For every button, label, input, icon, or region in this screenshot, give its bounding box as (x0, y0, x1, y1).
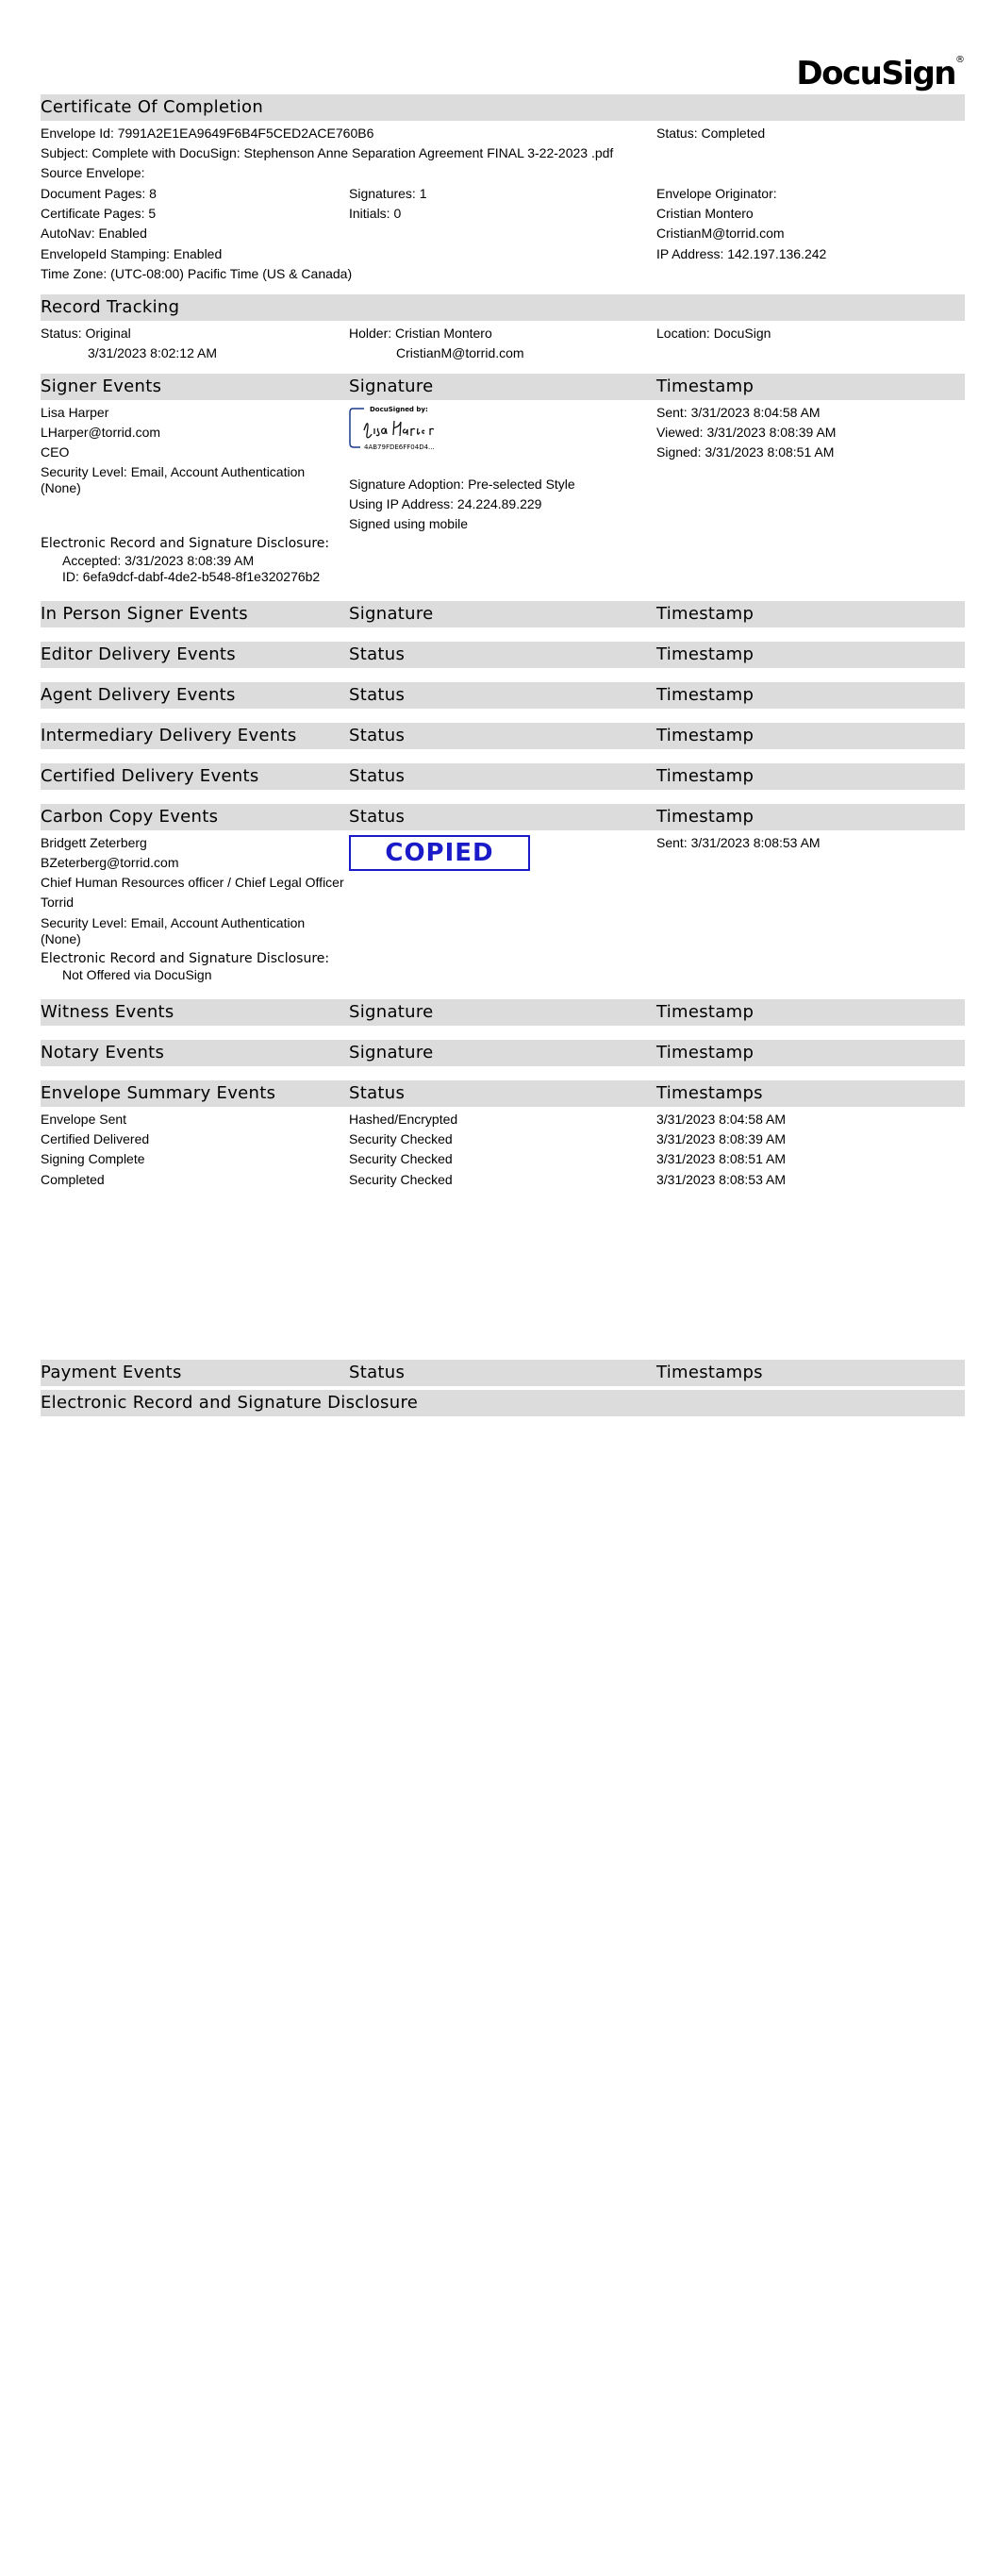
signer-name: Lisa Harper (41, 405, 109, 420)
originator-label: Envelope Originator: (656, 186, 777, 201)
originator-email: CristianM@torrid.com (656, 226, 785, 241)
signer-events-header: Signer Events Signature Timestamp (41, 374, 965, 400)
signer-title: CEO (41, 444, 70, 460)
envelope-summary-header: Envelope Summary Events Status Timestamps (41, 1080, 965, 1107)
cc-sent: Sent: 3/31/2023 8:08:53 AM (656, 835, 821, 850)
summary-row-status: Hashed/Encrypted (349, 1112, 458, 1127)
cc-title: Chief Human Resources officer / Chief Legal Officer (41, 875, 344, 890)
signer-ip: Using IP Address: 24.224.89.229 (349, 496, 542, 511)
disclosure-header: Electronic Record and Signature Disclosure (41, 1390, 965, 1416)
cc-disclosure-label: Electronic Record and Signature Disclosure: (41, 951, 330, 966)
originator-ip: IP Address: 142.197.136.242 (656, 246, 827, 261)
notary-events-header: Notary Events Signature Timestamp (41, 1040, 965, 1066)
signature-adoption: Signature Adoption: Pre-selected Style (349, 477, 575, 492)
certified-delivery-header: Certified Delivery Events Status Timestamp (41, 763, 965, 790)
signatures-count: Signatures: 1 (349, 186, 427, 201)
signer-disclosure-id: ID: 6efa9dcf-dabf-4de2-b548-8f1e320276b2 (62, 569, 321, 584)
summary-row-event: Envelope Sent (41, 1112, 127, 1127)
signer-security: Security Level: Email, Account Authentication (None) (41, 464, 306, 495)
witness-events-header: Witness Events Signature Timestamp (41, 999, 965, 1026)
initials-count: Initials: 0 (349, 206, 402, 221)
summary-row-event: Certified Delivered (41, 1131, 150, 1146)
in-person-header: In Person Signer Events Signature Timestamp (41, 601, 965, 627)
summary-row-event: Completed (41, 1172, 105, 1187)
record-tracking-header: Record Tracking (41, 294, 965, 321)
docusign-logo: DocuSign® (796, 55, 965, 92)
summary-row-status: Security Checked (349, 1131, 453, 1146)
signature-id: 4AB79FDE6FF04D4... (364, 443, 435, 451)
summary-row-status: Security Checked (349, 1172, 453, 1187)
signer-email: LHarper@torrid.com (41, 425, 161, 440)
record-status: Status: Original (41, 326, 131, 341)
summary-row-status: Security Checked (349, 1151, 453, 1166)
signer-disclosure-accepted: Accepted: 3/31/2023 8:08:39 AM (62, 553, 255, 568)
document-pages: Document Pages: 8 (41, 186, 157, 201)
cc-email: BZeterberg@torrid.com (41, 855, 179, 870)
carbon-copy-header: Carbon Copy Events Status Timestamp (41, 804, 965, 830)
record-holder-email: CristianM@torrid.com (396, 345, 524, 360)
summary-row-time: 3/31/2023 8:08:53 AM (656, 1172, 786, 1187)
record-location: Location: DocuSign (656, 326, 771, 341)
signer-signed: Signed: 3/31/2023 8:08:51 AM (656, 444, 835, 460)
record-date: 3/31/2023 8:02:12 AM (88, 345, 217, 360)
certificate-pages: Certificate Pages: 5 (41, 206, 157, 221)
summary-row-event: Signing Complete (41, 1151, 145, 1166)
intermediary-delivery-header: Intermediary Delivery Events Status Timestamp (41, 723, 965, 749)
record-holder: Holder: Cristian Montero (349, 326, 492, 341)
signature-image (349, 406, 445, 451)
certificate-header: Certificate Of Completion (41, 94, 965, 121)
docusigned-by-label: DocuSigned by: (370, 406, 428, 413)
time-zone: Time Zone: (UTC-08:00) Pacific Time (US & Canada) (41, 266, 353, 281)
agent-delivery-header: Agent Delivery Events Status Timestamp (41, 682, 965, 709)
source-envelope: Source Envelope: (41, 165, 145, 180)
signer-sent: Sent: 3/31/2023 8:04:58 AM (656, 405, 821, 420)
copied-stamp: COPIED (349, 835, 530, 871)
summary-row-time: 3/31/2023 8:08:39 AM (656, 1131, 786, 1146)
autonav: AutoNav: Enabled (41, 226, 147, 241)
summary-row-time: 3/31/2023 8:08:51 AM (656, 1151, 786, 1166)
envelope-subject: Subject: Complete with DocuSign: Stephenson Anne Separation Agreement FINAL 3-22-2023 .pdf (41, 145, 614, 160)
cc-name: Bridgett Zeterberg (41, 835, 147, 850)
cc-security: Security Level: Email, Account Authentication (None) (41, 915, 306, 946)
signer-viewed: Viewed: 3/31/2023 8:08:39 AM (656, 425, 837, 440)
cc-company: Torrid (41, 895, 75, 910)
payment-events-header: Payment Events Status Timestamps (41, 1360, 965, 1386)
cc-disclosure-not-offered: Not Offered via DocuSign (62, 967, 212, 982)
originator-name: Cristian Montero (656, 206, 754, 221)
signer-disclosure-label: Electronic Record and Signature Disclosure: (41, 536, 330, 551)
envelope-id: Envelope Id: 7991A2E1EA9649F6B4F5CED2ACE760B6 (41, 125, 374, 141)
envelope-status: Status: Completed (656, 125, 766, 141)
editor-delivery-header: Editor Delivery Events Status Timestamp (41, 642, 965, 668)
summary-row-time: 3/31/2023 8:04:58 AM (656, 1112, 786, 1127)
envelope-stamping: EnvelopeId Stamping: Enabled (41, 246, 223, 261)
signed-mobile: Signed using mobile (349, 516, 469, 531)
